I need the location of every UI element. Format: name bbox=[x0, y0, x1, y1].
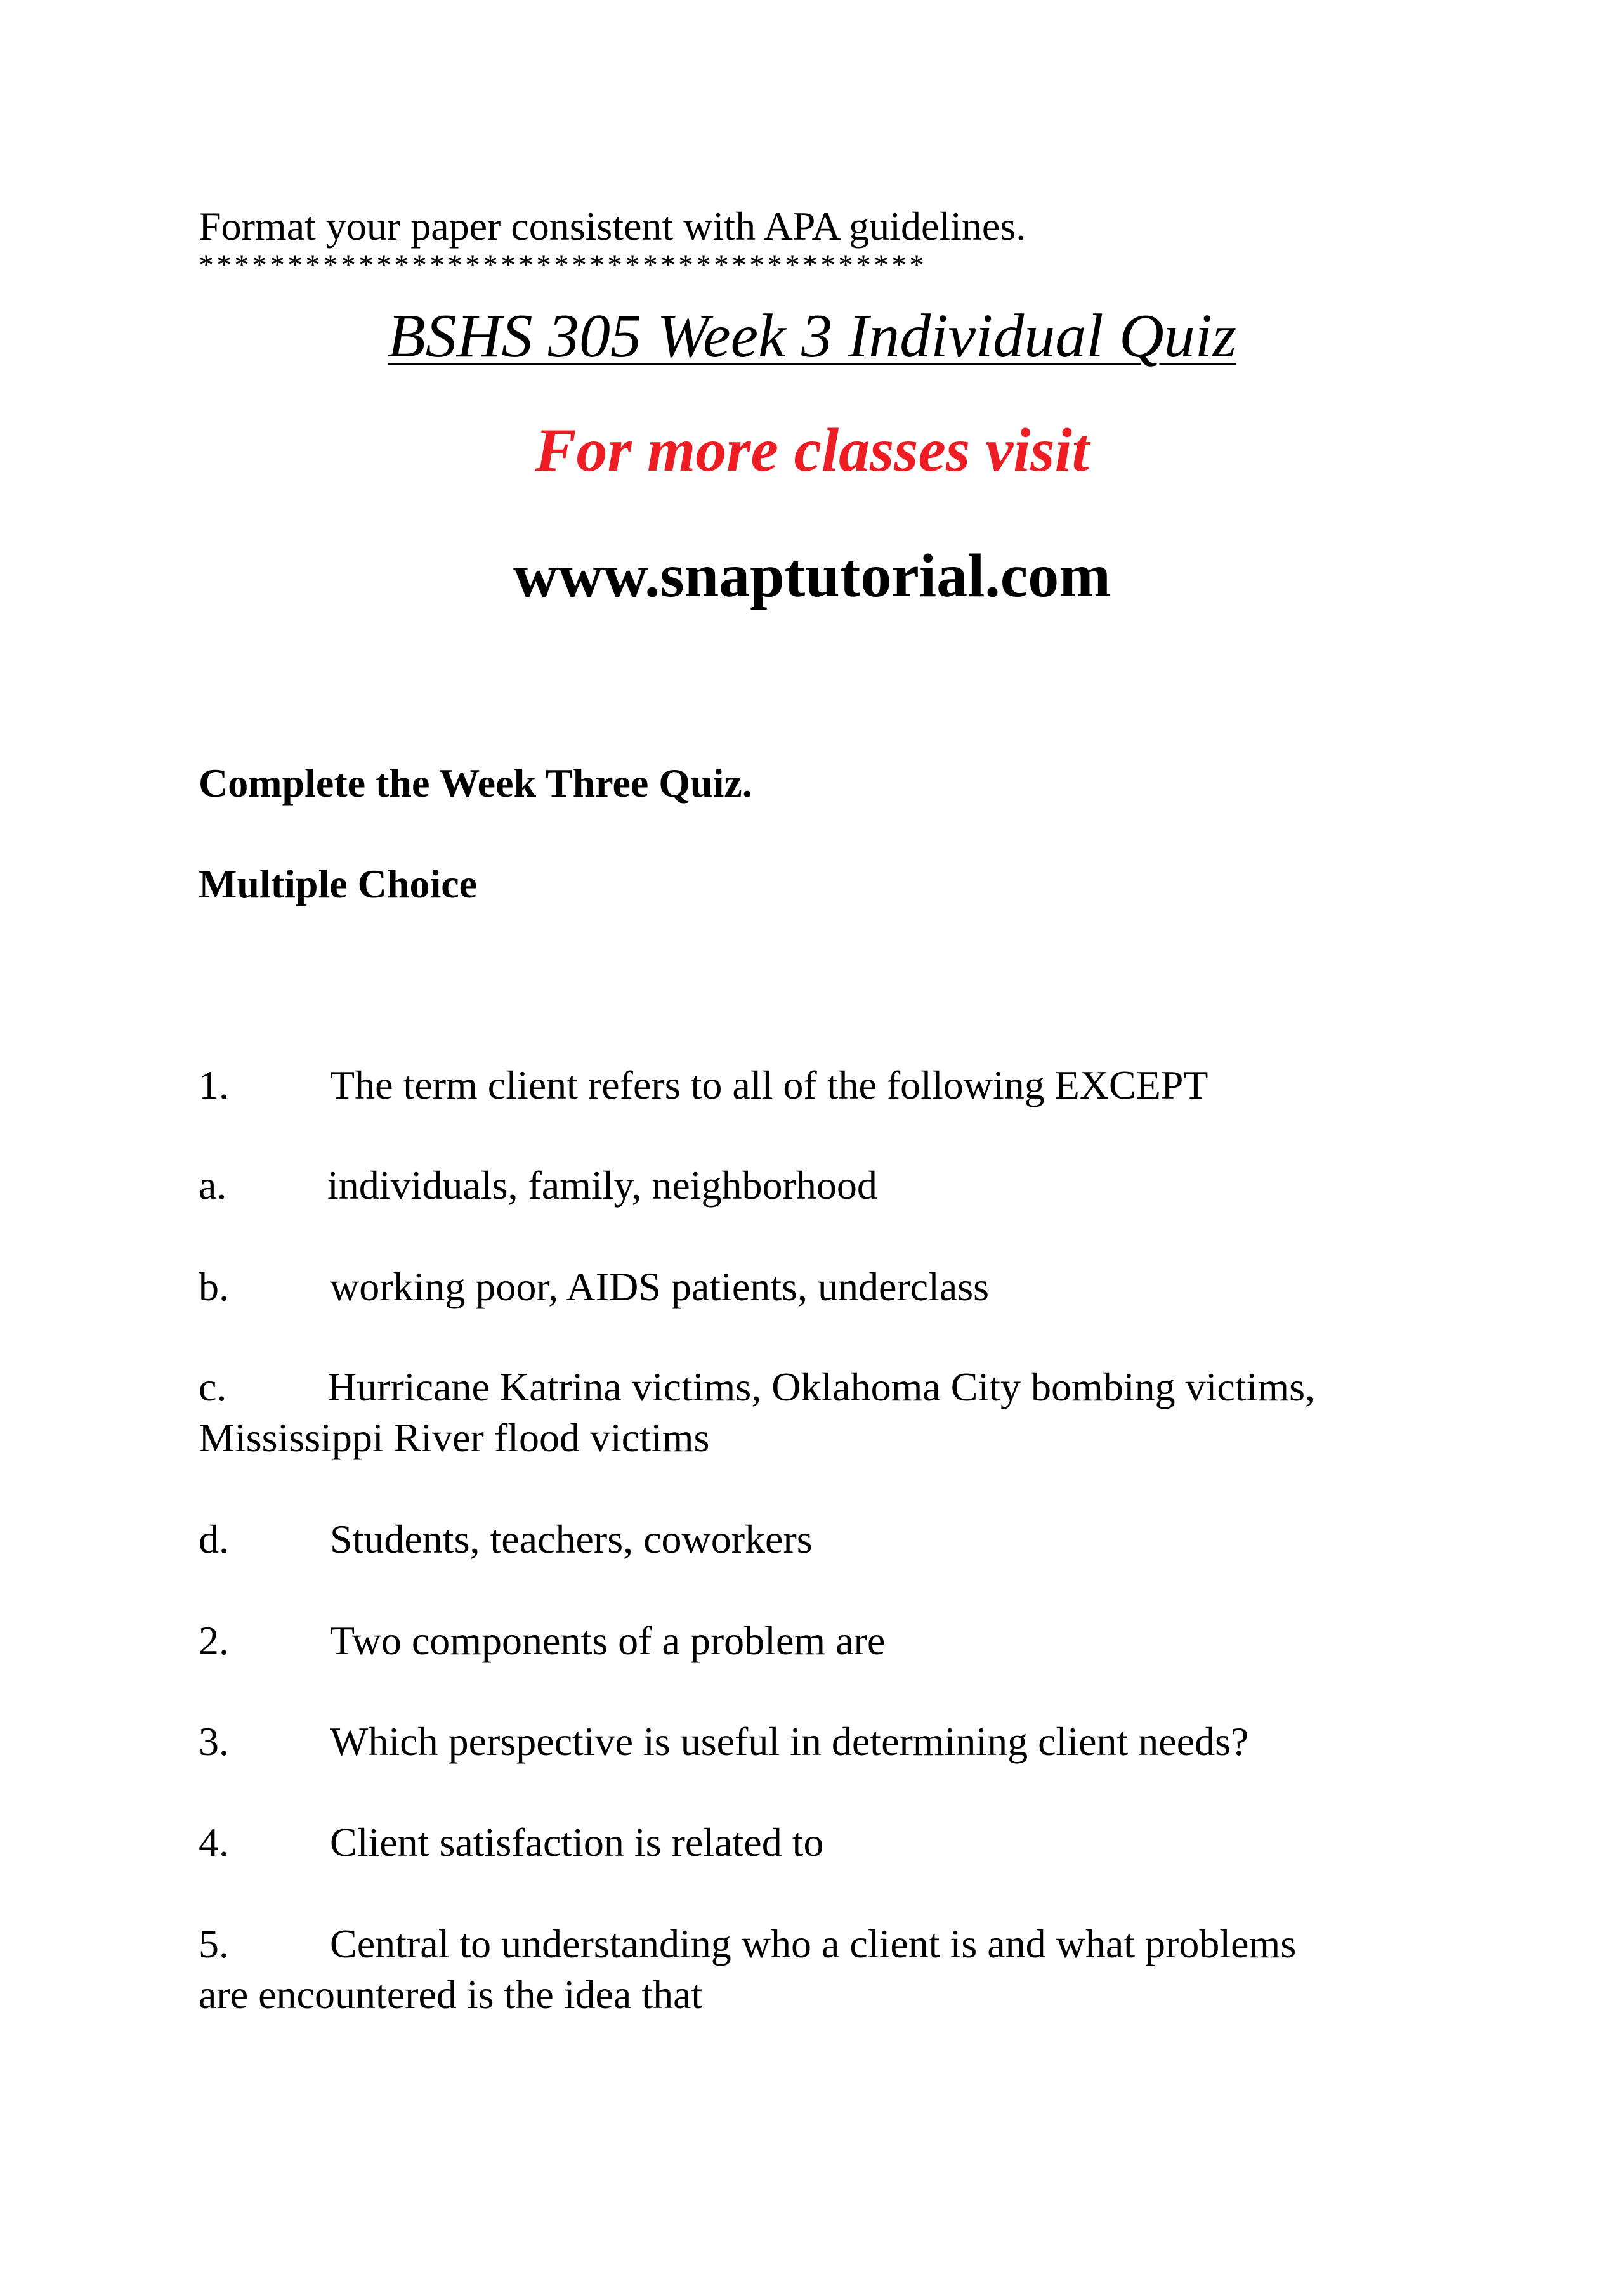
question-5-continued: are encountered is the idea that bbox=[199, 1972, 703, 2017]
question-text: Central to understanding who a client is and what problems bbox=[330, 1921, 1297, 1966]
option-c-continued: Mississippi River flood victims bbox=[199, 1415, 710, 1460]
question-3 bbox=[199, 1717, 1248, 1766]
question-number: 2. bbox=[199, 1618, 229, 1663]
separator-line: ***************************************** bbox=[199, 249, 927, 282]
question-number: 5. bbox=[199, 1921, 229, 1966]
question-text: The term client refers to all of the following EXCEPT bbox=[330, 1062, 1208, 1107]
option-letter: d. bbox=[199, 1517, 229, 1562]
option-text: Students, teachers, coworkers bbox=[330, 1517, 813, 1562]
option-d bbox=[199, 1515, 813, 1564]
instructions: Complete the Week Three Quiz. bbox=[199, 760, 752, 806]
option-c bbox=[199, 1362, 1315, 1412]
question-number: 4. bbox=[199, 1820, 229, 1865]
question-5 bbox=[199, 1919, 1296, 1969]
option-letter: c. bbox=[199, 1364, 227, 1409]
section-heading: Multiple Choice bbox=[199, 861, 478, 906]
option-text: working poor, AIDS patients, underclass bbox=[330, 1264, 990, 1309]
question-number: 1. bbox=[199, 1062, 229, 1107]
website-link[interactable]: www.snaptutorial.com bbox=[513, 542, 1111, 610]
question-text: Client satisfaction is related to bbox=[330, 1820, 824, 1865]
format-note: Format your paper consistent with APA guidelines. bbox=[199, 204, 1026, 249]
option-letter: b. bbox=[199, 1264, 229, 1309]
option-text: Hurricane Katrina victims, Oklahoma City bombing victims, bbox=[327, 1364, 1316, 1409]
question-number: 3. bbox=[199, 1719, 229, 1764]
option-b bbox=[199, 1262, 989, 1312]
option-text: individuals, family, neighborhood bbox=[327, 1163, 877, 1208]
option-a bbox=[199, 1161, 877, 1210]
question-4 bbox=[199, 1818, 823, 1867]
question-text: Two components of a problem are bbox=[330, 1618, 886, 1663]
question-1 bbox=[199, 1060, 1208, 1110]
promo-text: For more classes visit bbox=[535, 416, 1089, 485]
option-letter: a. bbox=[199, 1163, 227, 1208]
document-title: BSHS 305 Week 3 Individual Quiz bbox=[387, 302, 1237, 370]
question-text: Which perspective is useful in determining client needs? bbox=[330, 1719, 1249, 1764]
question-2 bbox=[199, 1616, 885, 1666]
